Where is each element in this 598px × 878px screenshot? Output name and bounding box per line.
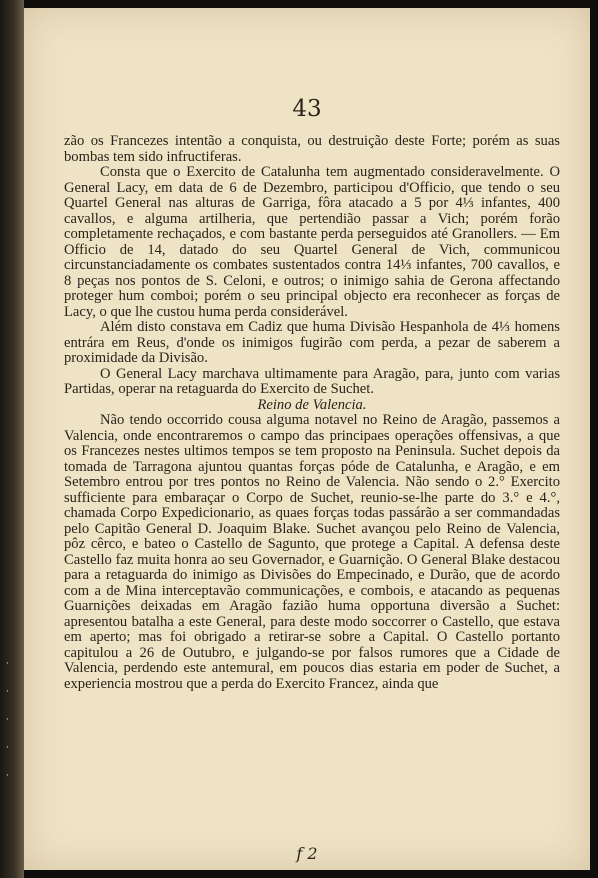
signature-mark: f 2	[296, 844, 318, 863]
paragraph: O General Lacy marchava ultimamente para Aragão, para, junto com varias Partidas, operar na retaguarda do Exercito de Suchet.	[64, 365, 560, 397]
page-body	[64, 134, 560, 692]
binding-gutter	[0, 0, 24, 878]
paragraph: zão os Francezes intentão a conquista, ou destruição deste Forte; porém as suas bombas tem sido infructiferas.	[64, 133, 560, 165]
document-page	[24, 8, 590, 870]
edge-marks: · · · · ·	[6, 659, 9, 781]
paragraph: Não tendo occorrido cousa alguma notavel no Reino de Aragão, passemos a Valencia, onde encontraremos o campo das principaes operações offensivas, a que os Francezes nestes ultimos tempos se tem proposto na Peninsula. Suchet depois da tomada de Tarragona ajuntou quantas forças póde de Catalunha, e Aragão, e em Setembro entrou por tres pontos no Reino de Valencia. Não sendo o 2.° Exercito sufficiente para embaraçar o Corpo de Suchet, reunio-se-lhe parte do 3.° e 4.°, chamada Corpo Expedicionario, as quaes forças todas passárão a ser commandadas pelo Capitão General D. Joaquim Blake. Suchet avançou pelo Reino de Valencia, pôz cêrco, e bateo o Castello de Sagunto, que protege a Capital. A defensa deste Castello faz muita honra ao seu Governador, e Guarnição. O General Blake destacou para a retaguarda do inimigo as Divisões do Empecinado, e Durão, que de acordo com a de Mina interceptavão communicações, e combois, e atacando as pequenas Guarnições deixadas em Aragão fazião huma opportuna diversão a Suchet: apresentou batalha a este General, para deste modo soccorrer o Castello, que estava em aperto; mas foi obrigado a retirar-se sobre a Capital. O Castello portanto capitulou a 26 de Outubro, e julgando-se por falsos rumores que a Cidade de Valencia, perdendo este antemural, em poucos dias estaria em poder de Suchet, a experiencia mostrou que a perda do Exercito Francez, ainda que	[64, 412, 560, 692]
paragraph: Além disto constava em Cadiz que huma Divisão Hespanhola de 4⅓ homens entrára em Reus, d'onde os inimigos fugirão com perda, a pezar de saberem a proximidade da Divisão.	[64, 319, 560, 366]
section-heading: Reino de Valencia.	[257, 396, 367, 413]
paragraph: Consta que o Exercito de Catalunha tem augmentado consideravelmente. O General Lacy, em data de 6 de Dezembro, participou d'Officio, que tendo o seu Quartel General nas alturas de Garriga, fôra atacado a 5 por 4⅓ infantes, 400 cavallos, e alguma artilheria, que pertendião passar a Vich; porém forão completamente rechaçados, e com bastante perda perseguidos até Granollers. — Em Officio de 14, datado do seu Quartel General de Vich, communicou circunstanciadamente os combates sustentados contra 14⅓ infantes, 700 cavallos, e 8 peças nos pontos de S. Celoni, e outros; o inimigo sahia de Gerona affectando proteger hum comboi; porém o seu principal objecto era reconhecer as forças de Lacy, o que lhe custou huma perda considerável.	[64, 164, 560, 320]
page-number: 43	[292, 96, 322, 122]
